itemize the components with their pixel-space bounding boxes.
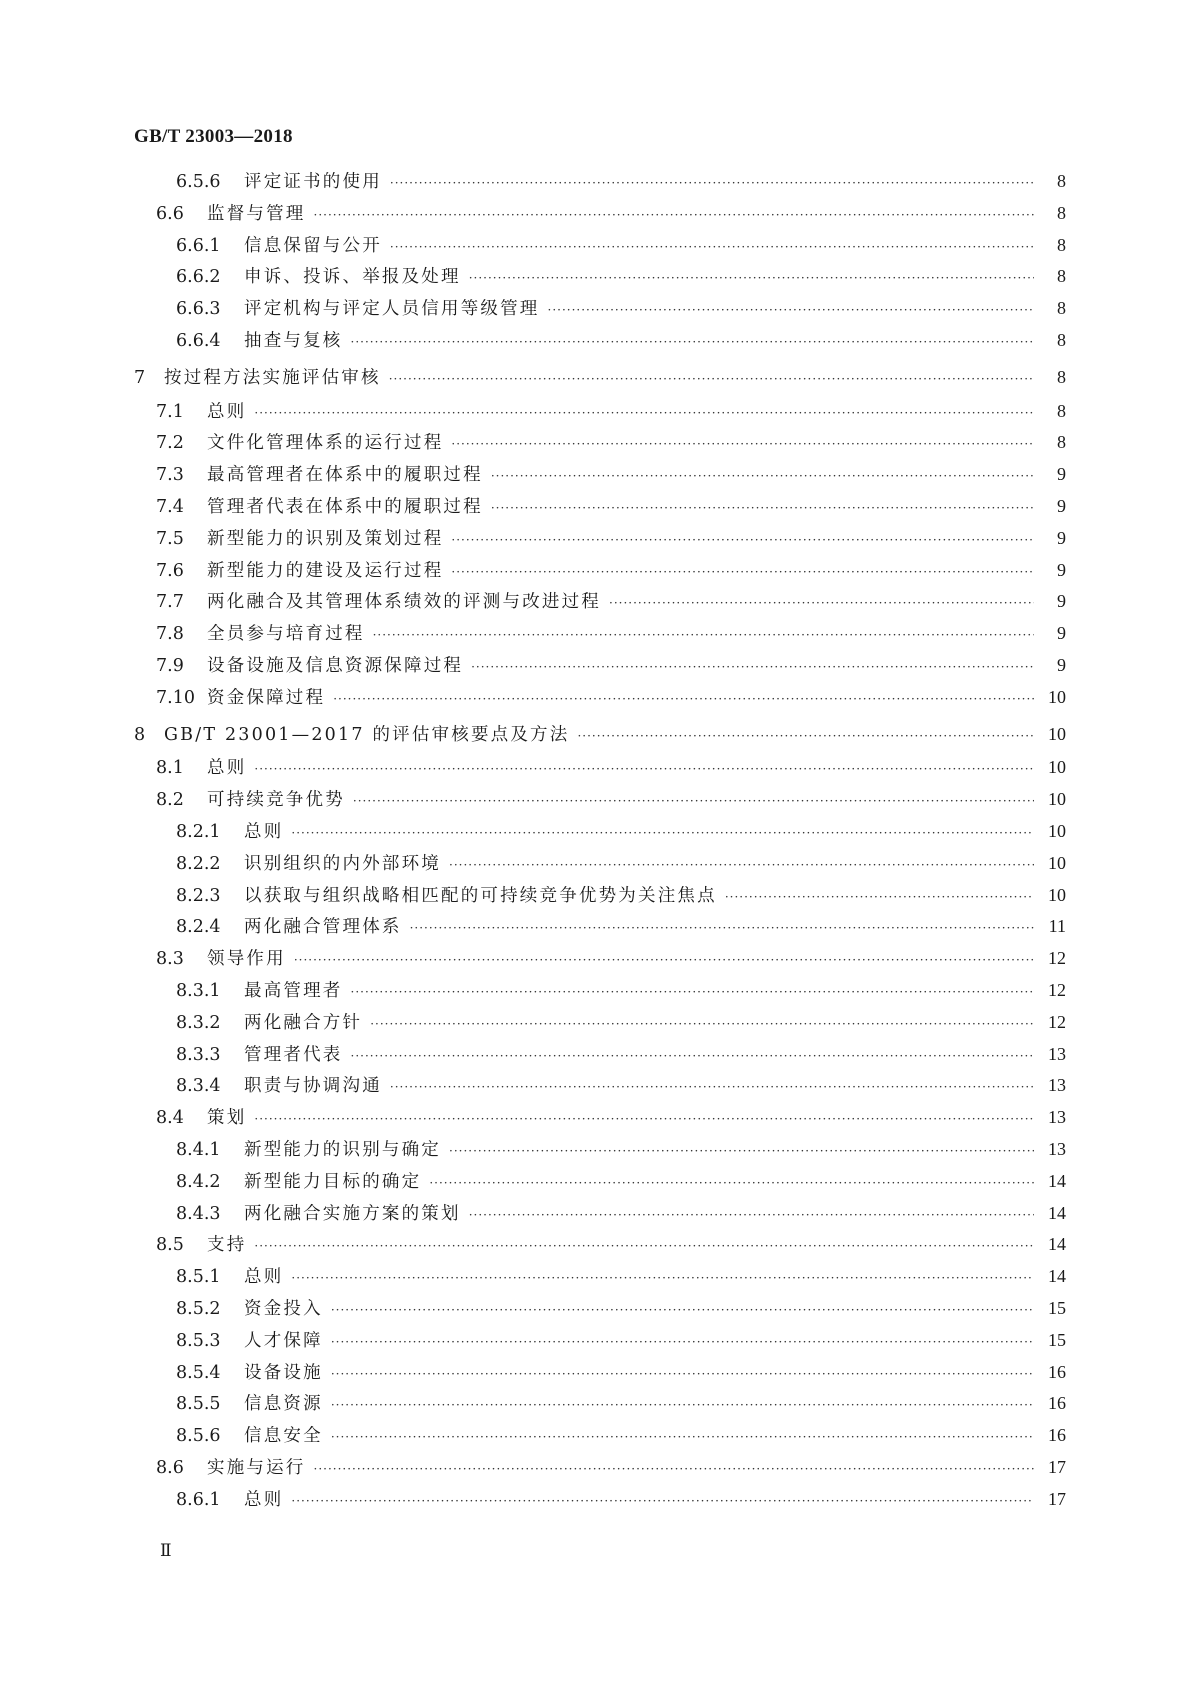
toc-dot-leader <box>449 854 1034 876</box>
toc-entry[interactable] <box>156 559 1066 581</box>
toc-entry-title: 管理者代表在体系中的履职过程 <box>207 497 483 517</box>
toc-entry[interactable] <box>176 329 1066 351</box>
toc-entry[interactable] <box>176 1361 1066 1383</box>
toc-entry-title: 以获取与组织战略相匹配的可持续竞争优势为关注焦点 <box>244 885 717 906</box>
toc-entry-title: 评定证书的使用 <box>244 172 382 192</box>
toc-entry-page: 8 <box>1057 171 1066 191</box>
toc-entry[interactable] <box>156 202 1066 224</box>
toc-dot-leader <box>254 1108 1034 1130</box>
toc-entry-title: 人才保障 <box>244 1330 323 1351</box>
toc-entry[interactable] <box>156 1456 1066 1478</box>
toc-entry-number: 7.7 <box>156 592 184 613</box>
toc-dot-leader <box>471 656 1034 678</box>
toc-entry-title: 最高管理者在体系中的履职过程 <box>207 465 483 486</box>
toc-entry[interactable] <box>176 852 1066 874</box>
toc-dot-leader <box>577 725 1034 747</box>
toc-entry-number: 8.2 <box>156 790 184 811</box>
toc-dot-leader <box>451 561 1034 583</box>
toc-entry-number: 8.6.1 <box>176 1489 221 1510</box>
toc-entry[interactable] <box>156 590 1066 612</box>
toc-entry[interactable] <box>156 654 1066 676</box>
toc-entry-page: 10 <box>1048 757 1066 778</box>
toc-entry-page: 16 <box>1048 1361 1066 1382</box>
toc-entry-title: 两化融合方针 <box>244 1012 363 1033</box>
toc-entry[interactable] <box>156 495 1066 517</box>
toc-dot-leader <box>314 204 1035 226</box>
toc-entry[interactable] <box>176 170 1066 192</box>
toc-entry-number: 8 <box>134 724 146 745</box>
page-number: Ⅱ <box>160 1541 172 1560</box>
toc-entry[interactable] <box>176 234 1066 256</box>
toc-entry[interactable] <box>156 1106 1066 1128</box>
toc-dot-leader <box>390 1076 1034 1098</box>
toc-entry-number: 8.4.2 <box>176 1171 221 1192</box>
toc-entry-title: 两化融合及其管理体系绩效的评测与改进过程 <box>207 592 601 613</box>
toc-entry-number: 8.5.6 <box>176 1426 221 1447</box>
toc-dot-leader <box>449 1140 1034 1162</box>
toc-entry[interactable] <box>134 366 1066 388</box>
toc-entry-title: 全员参与培育过程 <box>207 624 365 645</box>
toc-entry-number: 8.5.1 <box>176 1267 221 1288</box>
toc-dot-leader <box>725 886 1034 908</box>
toc-entry-page: 14 <box>1048 1170 1066 1191</box>
toc-dot-leader <box>548 299 1035 321</box>
toc-entry-page: 8 <box>1057 202 1066 223</box>
toc-entry-page: 9 <box>1057 527 1066 548</box>
toc-dot-leader <box>370 1013 1034 1035</box>
toc-entry-number: 8.1 <box>156 758 184 779</box>
toc-entry-number: 6.6.1 <box>176 235 221 256</box>
toc-entry-title: 总则 <box>244 1267 284 1288</box>
toc-dot-leader <box>331 1426 1034 1448</box>
toc-entry-page: 17 <box>1048 1457 1066 1477</box>
toc-dot-leader <box>291 1267 1034 1289</box>
toc-entry[interactable] <box>176 1011 1066 1033</box>
toc-dot-leader <box>390 236 1034 258</box>
toc-entry[interactable] <box>156 756 1066 778</box>
toc-entry-title: 文件化管理体系的运行过程 <box>207 433 444 454</box>
toc-entry-title: 资金投入 <box>244 1299 323 1319</box>
toc-entry[interactable] <box>156 463 1066 485</box>
toc-entry-number: 7.5 <box>156 528 184 549</box>
toc-entry-page: 12 <box>1048 1011 1066 1032</box>
toc-entry-title: 信息安全 <box>244 1426 323 1447</box>
toc-entry-title: 总则 <box>244 822 284 842</box>
toc-entry[interactable] <box>156 622 1066 644</box>
toc-dot-leader <box>451 433 1034 455</box>
toc-entry[interactable] <box>176 1202 1066 1224</box>
toc-entry-page: 14 <box>1048 1234 1066 1255</box>
toc-entry-number: 7.6 <box>156 560 184 581</box>
toc-entry-page: 10 <box>1048 852 1066 873</box>
toc-entry-page: 9 <box>1057 559 1066 580</box>
toc-entry-number: 8.4.3 <box>176 1203 221 1224</box>
toc-entry[interactable] <box>176 265 1066 287</box>
toc-dot-leader <box>491 497 1034 519</box>
toc-entry-number: 6.6.2 <box>176 267 221 288</box>
toc-entry-page: 16 <box>1048 1393 1066 1414</box>
toc-entry-title: 信息资源 <box>244 1394 323 1415</box>
toc-entry-page: 12 <box>1048 980 1066 1000</box>
toc-entry-title: 新型能力目标的确定 <box>244 1171 422 1192</box>
toc-entry-page: 13 <box>1048 1043 1066 1064</box>
toc-entry-title: 两化融合管理体系 <box>244 917 402 938</box>
toc-dot-leader <box>291 822 1034 844</box>
toc-entry[interactable] <box>156 1233 1066 1255</box>
toc-entry-page: 8 <box>1057 432 1066 453</box>
toc-entry[interactable] <box>176 297 1066 319</box>
toc-dot-leader <box>331 1394 1034 1416</box>
toc-dot-leader <box>351 331 1035 353</box>
toc-entry-number: 8.5 <box>156 1235 184 1256</box>
toc-entry[interactable] <box>176 1074 1066 1096</box>
toc-dot-leader <box>254 1235 1034 1257</box>
toc-dot-leader <box>351 1045 1035 1067</box>
toc-entry-title: 新型能力的建设及运行过程 <box>207 560 444 581</box>
toc-entry-title: GB/T 23001—2017 的评估审核要点及方法 <box>164 724 570 745</box>
toc-entry-number: 6.6.3 <box>176 299 221 320</box>
toc-entry-title: 申诉、投诉、举报及处理 <box>244 267 461 288</box>
toc-dot-leader <box>469 1204 1034 1226</box>
toc-entry-page: 9 <box>1057 623 1066 644</box>
toc-entry-title: 总则 <box>207 758 247 779</box>
toc-entry-page: 9 <box>1057 496 1066 516</box>
toc-entry-title: 策划 <box>207 1108 247 1129</box>
toc-entry-title: 最高管理者 <box>244 981 343 1001</box>
toc-entry-number: 8.3.3 <box>176 1044 221 1065</box>
toc-entry-title: 可持续竞争优势 <box>207 790 345 811</box>
toc-dot-leader <box>429 1172 1034 1194</box>
toc-entry-page: 8 <box>1057 266 1066 287</box>
toc-entry-title: 管理者代表 <box>244 1044 343 1065</box>
toc-entry-title: 评定机构与评定人员信用等级管理 <box>244 299 540 320</box>
toc-entry-number: 7.9 <box>156 656 184 676</box>
toc-entry-page: 8 <box>1057 234 1066 255</box>
toc-entry[interactable] <box>176 1488 1066 1510</box>
toc-entry-title: 新型能力的识别与确定 <box>244 1140 441 1160</box>
toc-entry-title: 领导作用 <box>207 949 286 970</box>
toc-entry-page: 15 <box>1048 1298 1066 1318</box>
toc-entry[interactable] <box>156 527 1066 549</box>
toc-dot-leader <box>609 592 1034 614</box>
toc-dot-leader <box>353 790 1034 812</box>
toc-entry-page: 10 <box>1048 686 1066 707</box>
toc-dot-leader <box>333 688 1034 710</box>
toc-entry-number: 8.5.2 <box>176 1299 221 1319</box>
toc-entry-title: 总则 <box>244 1489 284 1510</box>
toc-entry[interactable] <box>156 431 1066 453</box>
toc-dot-leader <box>254 758 1034 780</box>
toc-entry-title: 新型能力的识别及策划过程 <box>207 528 444 549</box>
toc-entry-page: 12 <box>1048 948 1066 969</box>
toc-entry-page: 13 <box>1048 1075 1066 1096</box>
toc-entry-number: 8.2.3 <box>176 885 221 906</box>
toc-dot-leader <box>331 1299 1034 1321</box>
toc-entry-number: 7.1 <box>156 401 184 422</box>
toc-dot-leader <box>389 368 1034 390</box>
toc-entry-page: 17 <box>1048 1488 1066 1509</box>
standard-header: GB/T 23003—2018 <box>134 126 293 147</box>
toc-dot-leader <box>254 402 1034 424</box>
toc-entry[interactable] <box>176 1297 1066 1319</box>
toc-entry[interactable] <box>176 1170 1066 1192</box>
toc-entry-number: 7.2 <box>156 433 184 454</box>
toc-entry[interactable] <box>176 1424 1066 1446</box>
toc-entry-number: 8.5.3 <box>176 1330 221 1351</box>
toc-entry-page: 16 <box>1048 1425 1066 1446</box>
toc-entry[interactable] <box>176 1392 1066 1414</box>
toc-entry-page: 9 <box>1057 591 1066 612</box>
toc-entry-number: 7.3 <box>156 465 184 486</box>
toc-entry[interactable] <box>176 915 1066 937</box>
toc-entry[interactable] <box>176 979 1066 1001</box>
toc-entry[interactable] <box>176 1138 1066 1160</box>
toc-entry-page: 8 <box>1057 298 1066 319</box>
toc-entry-page: 8 <box>1057 400 1066 421</box>
toc-entry-number: 8.4 <box>156 1108 184 1129</box>
toc-entry-page: 8 <box>1057 366 1066 387</box>
toc-entry-page: 8 <box>1057 330 1066 350</box>
toc-entry-title: 按过程方法实施评估审核 <box>164 367 381 388</box>
toc-entry-page: 13 <box>1048 1139 1066 1159</box>
toc-entry-title: 设备设施 <box>244 1362 323 1383</box>
toc-entry-number: 8.6 <box>156 1458 184 1478</box>
toc-entry-title: 实施与运行 <box>207 1458 306 1478</box>
toc-entry[interactable] <box>156 400 1066 422</box>
toc-dot-leader <box>451 529 1034 551</box>
toc-entry-page: 14 <box>1048 1202 1066 1223</box>
toc-entry[interactable] <box>176 884 1066 906</box>
toc-entry-page: 9 <box>1057 655 1066 675</box>
toc-entry[interactable] <box>134 723 1066 745</box>
toc-entry-number: 7.8 <box>156 624 184 645</box>
toc-entry-number: 8.3.1 <box>176 981 221 1001</box>
toc-entry[interactable] <box>156 686 1066 708</box>
toc-entry-title: 资金保障过程 <box>207 687 326 708</box>
toc-entry-number: 8.2.4 <box>176 917 221 938</box>
toc-entry-title: 两化融合实施方案的策划 <box>244 1203 461 1224</box>
toc-dot-leader <box>331 1363 1034 1385</box>
toc-entry[interactable] <box>176 820 1066 842</box>
toc-dot-leader <box>331 1331 1034 1353</box>
toc-entry-page: 10 <box>1048 723 1066 744</box>
toc-entry-page: 15 <box>1048 1329 1066 1350</box>
toc-entry-title: 设备设施及信息资源保障过程 <box>207 656 464 676</box>
toc-dot-leader <box>351 981 1035 1003</box>
toc-entry-page: 11 <box>1048 916 1066 937</box>
toc-entry-page: 10 <box>1048 884 1066 905</box>
toc-entry-number: 8.3.4 <box>176 1076 221 1097</box>
toc-entry-title: 监督与管理 <box>207 203 306 224</box>
toc-entry-page: 10 <box>1048 821 1066 841</box>
toc-dot-leader <box>390 172 1034 194</box>
toc-entry[interactable] <box>156 947 1066 969</box>
toc-entry-number: 7.4 <box>156 497 184 517</box>
toc-entry-page: 10 <box>1048 789 1066 810</box>
toc-entry-number: 8.5.5 <box>176 1394 221 1415</box>
toc-entry-title: 总则 <box>207 401 247 422</box>
toc-entry-number: 8.3 <box>156 949 184 970</box>
toc-entry-page: 13 <box>1048 1107 1066 1128</box>
toc-entry-number: 7 <box>134 367 146 388</box>
toc-dot-leader <box>291 1490 1034 1512</box>
toc-entry-number: 7.10 <box>156 687 195 708</box>
toc-entry-number: 8.3.2 <box>176 1012 221 1033</box>
toc-entry-number: 6.6.4 <box>176 331 221 351</box>
toc-entry[interactable] <box>156 788 1066 810</box>
toc-entry-title: 抽查与复核 <box>244 331 343 351</box>
toc-dot-leader <box>469 267 1034 289</box>
toc-entry-title: 支持 <box>207 1235 247 1256</box>
toc-entry-page: 14 <box>1048 1266 1066 1287</box>
toc-dot-leader <box>373 624 1034 646</box>
toc-entry-number: 6.6 <box>156 203 184 224</box>
toc-entry[interactable] <box>176 1265 1066 1287</box>
toc-dot-leader <box>294 949 1034 971</box>
toc-entry-title: 职责与协调沟通 <box>244 1076 382 1097</box>
toc-entry-number: 6.5.6 <box>176 172 221 192</box>
toc-entry-number: 8.5.4 <box>176 1362 221 1383</box>
toc-dot-leader <box>314 1458 1035 1480</box>
toc-entry-number: 8.4.1 <box>176 1140 221 1160</box>
toc-entry-number: 8.2.2 <box>176 853 221 874</box>
toc-entry[interactable] <box>176 1043 1066 1065</box>
toc-entry-title: 信息保留与公开 <box>244 235 382 256</box>
toc-dot-leader <box>410 917 1034 939</box>
toc-entry-number: 8.2.1 <box>176 822 221 842</box>
toc-entry-page: 9 <box>1057 464 1066 485</box>
toc-entry[interactable] <box>176 1329 1066 1351</box>
toc-dot-leader <box>491 465 1034 487</box>
toc-entry-title: 识别组织的内外部环境 <box>244 853 441 874</box>
